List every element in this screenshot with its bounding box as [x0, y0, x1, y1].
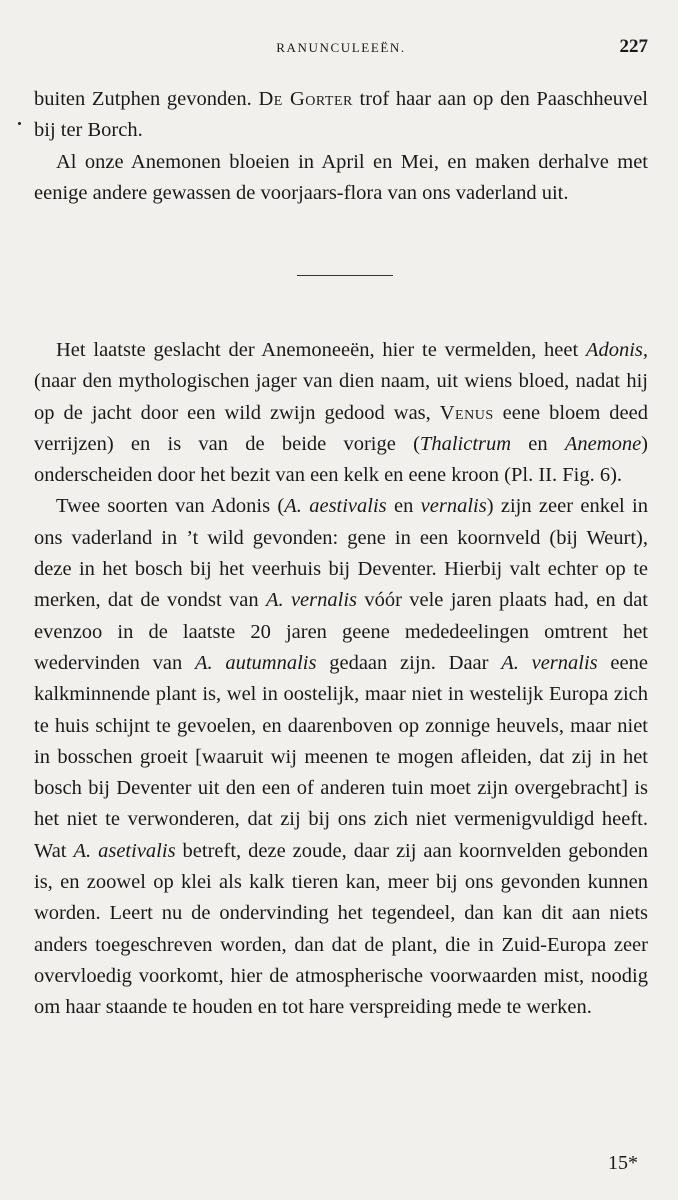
margin-mark — [18, 122, 21, 125]
text-block-main — [34, 335, 648, 1024]
paragraph-adonis-intro: Het laatste geslacht der Anemoneeën, hier te vermelden, heet Adonis, (naar den mythologischen jager van dien naam, uit wiens bloed, nadat hij op de jacht door een wild zwijn gedood was, Venus eene bloem deed verrijzen) en is van de beide vorige (Thalictrum en Anemone) onderscheiden door het bezit van een kelk en eene kroon (Pl. II. Fig. 6). — [34, 339, 649, 487]
running-head — [34, 36, 648, 60]
signature-mark: 15* — [608, 1152, 638, 1174]
running-title: RANUNCULEEËN. — [276, 40, 406, 55]
page-number: 227 — [619, 36, 648, 57]
text-block-top — [34, 84, 648, 209]
author-name: De Gorter — [258, 88, 353, 110]
section-divider — [297, 275, 393, 276]
paragraph-adonis-species: Twee soorten van Adonis (A. aestivalis en vernalis) zijn zeer enkel in ons vaderland in ’t wild gevonden: gene in een koornveld (bij Weurt), deze in het bosch bij het veerhuis bij Deventer. Hierbij valt echter op te merken, dat de vondst van A. vernalis vóór vele jaren plaats had, en dat evenzoo in de laatste 20 jaren geene mededeelingen omtrent het wedervinden van A. autumnalis gedaan zijn. Daar A. vernalis eene kalkminnende plant is, wel in oostelijk, maar niet in westelijk Europa zich te huis schijnt te gevoelen, en daarenboven op zonnige heuvels, maar niet in bosschen groeit [waaruit wij meenen te mogen afleiden, dat zij in het bosch bij Deventer uit den een of anderen tuin moet zijn overgebracht] is het niet te verwonderen, dat zij bij ons zich niet vermenigvuldigd heeft. Wat A. asetivalis betreft, deze zoude, daar zij aan koornvelden gebonden is, en zoowel op klei als kalk tieren kan, meer bij ons gevonden kunnen worden. Leert nu de ondervinding het tegendeel, dan kan dit aan niets anders toegeschreven worden, dan dat de plant, die in Zuid-Europa zeer overvloedig voorkomt, hier de atmospherische voorwaarden mist, noodig om haar staande te houden en tot hare verspreiding mede te werken. — [34, 495, 649, 1019]
paragraph-anemonen: Al onze Anemonen bloeien in April en Mei, en maken derhalve met eenige andere gewassen de voorjaars-flora van ons vaderland uit. — [34, 150, 648, 204]
paragraph-continuation: buiten Zutphen gevonden. De Gorter trof haar aan op den Paaschheuvel bij ter Borch. — [34, 88, 648, 142]
